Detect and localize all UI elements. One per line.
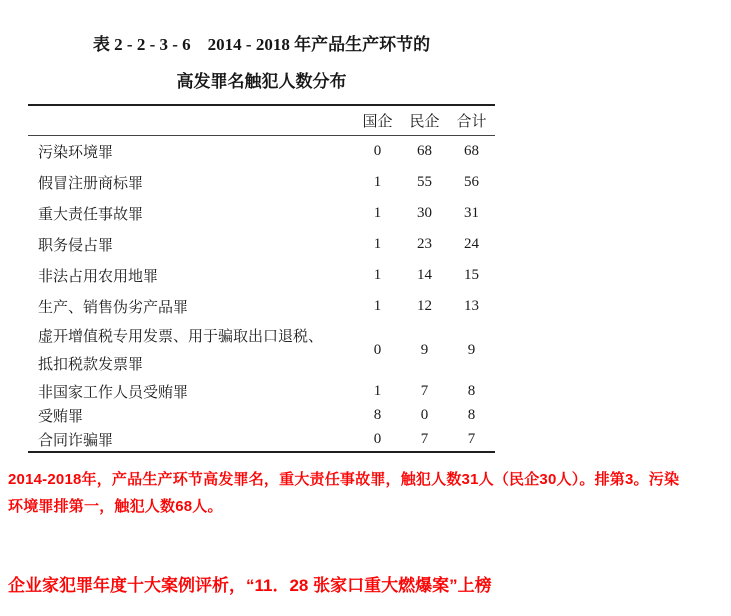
column-header-total: 合计 bbox=[456, 114, 487, 130]
table-header-row bbox=[28, 106, 495, 136]
table-row bbox=[28, 229, 495, 260]
row-label: 重大责任事故罪 bbox=[38, 207, 144, 223]
table-title-line2: 高发罪名触犯人数分布 bbox=[176, 72, 347, 91]
table-row bbox=[28, 403, 495, 427]
row-value: 0 bbox=[373, 143, 382, 159]
row-value: 9 bbox=[467, 342, 476, 358]
row-value: 0 bbox=[373, 342, 382, 358]
table-body bbox=[28, 136, 495, 451]
row-label: 合同诈骗罪 bbox=[38, 432, 114, 449]
row-value: 15 bbox=[464, 267, 479, 283]
row-value: 1 bbox=[373, 205, 382, 221]
row-label: 假冒注册商标罪 bbox=[38, 176, 144, 192]
row-value: 0 bbox=[420, 406, 429, 423]
column-header-private: 民企 bbox=[409, 114, 440, 130]
row-value: 7 bbox=[420, 430, 429, 447]
row-value: 1 bbox=[373, 236, 382, 252]
annotation-text: 2014-2018年，产品生产环节高发罪名，重大责任事故罪，触犯人数31人（民企30人）。排第3。污染环境罪排第一，触犯人数68人。 bbox=[8, 471, 680, 515]
row-value: 9 bbox=[420, 342, 429, 358]
row-value: 8 bbox=[467, 406, 476, 423]
table-row bbox=[28, 136, 495, 167]
table-row bbox=[28, 260, 495, 291]
row-value: 7 bbox=[420, 382, 429, 399]
row-value: 1 bbox=[373, 174, 382, 190]
row-value: 0 bbox=[373, 430, 382, 447]
row-value: 7 bbox=[467, 430, 476, 447]
table-row bbox=[28, 167, 495, 198]
row-value: 30 bbox=[417, 205, 432, 221]
row-value: 56 bbox=[464, 174, 479, 190]
row-label: 职务侵占罪 bbox=[38, 238, 114, 254]
row-label: 受贿罪 bbox=[38, 408, 84, 425]
row-value: 8 bbox=[467, 382, 476, 399]
table-row bbox=[28, 291, 495, 322]
row-value: 23 bbox=[417, 236, 432, 252]
row-label: 污染环境罪 bbox=[38, 145, 114, 161]
row-label: 非法占用农用地罪 bbox=[38, 269, 159, 285]
row-label: 虚开增值税专用发票、用于骗取出口退税、 抵扣税款发票罪 bbox=[38, 328, 324, 373]
row-value: 1 bbox=[373, 382, 382, 399]
table-row bbox=[28, 198, 495, 229]
row-label: 非国家工作人员受贿罪 bbox=[38, 384, 189, 401]
row-value: 68 bbox=[464, 143, 479, 159]
row-value: 14 bbox=[417, 267, 432, 283]
crime-statistics-table bbox=[28, 104, 495, 453]
row-value: 13 bbox=[464, 298, 479, 314]
row-value: 1 bbox=[373, 267, 382, 283]
row-value: 55 bbox=[417, 174, 432, 190]
column-header-soe: 国企 bbox=[362, 114, 393, 130]
headline-text: 企业家犯罪年度十大案例评析，“11．28 张家口重大燃爆案”上榜 bbox=[8, 576, 492, 595]
table-row bbox=[28, 322, 495, 379]
table-title-line1: 表 2 - 2 - 3 - 6 2014 - 2018 年产品生产环节的 bbox=[92, 35, 431, 54]
row-value: 1 bbox=[373, 298, 382, 314]
row-value: 8 bbox=[373, 406, 382, 423]
table-row bbox=[28, 427, 495, 451]
row-value: 12 bbox=[417, 298, 432, 314]
row-value: 68 bbox=[417, 143, 432, 159]
table-row bbox=[28, 379, 495, 403]
table-title bbox=[28, 35, 495, 92]
row-label: 生产、销售伪劣产品罪 bbox=[38, 300, 189, 316]
row-value: 24 bbox=[464, 236, 479, 252]
row-value: 31 bbox=[464, 205, 479, 221]
